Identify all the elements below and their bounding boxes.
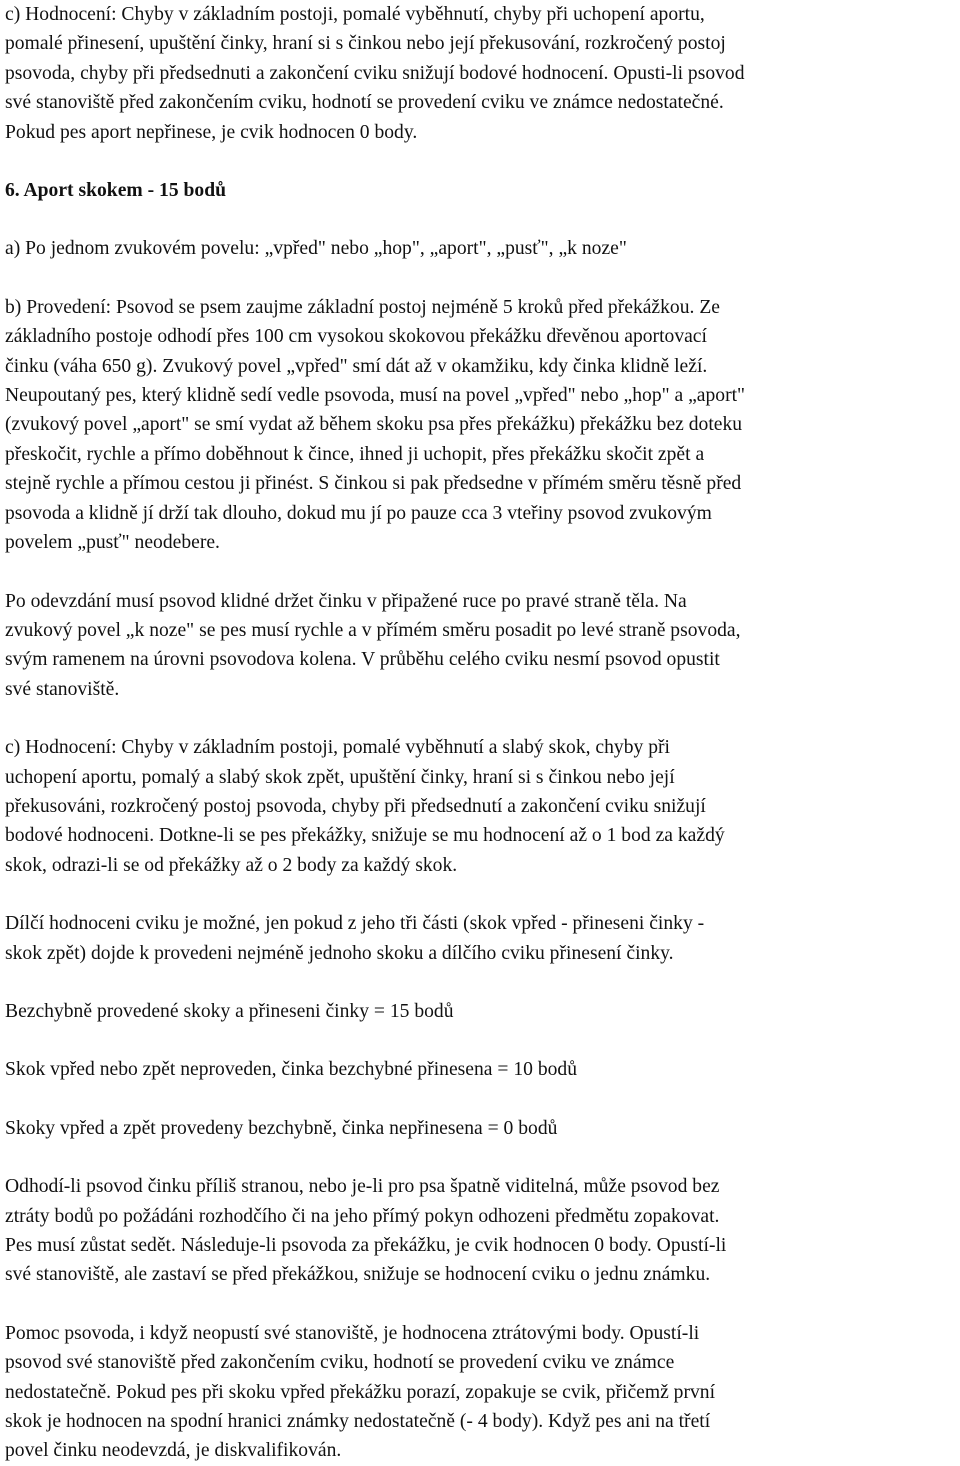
text-line: Pes musí zůstat sedět. Následuje-li psovoda za překážku, je cvik hodnocen 0 body. Opustí-li <box>5 1235 727 1256</box>
text-line: b) Provedení: Psovod se psem zaujme základní postoj nejméně 5 kroků před překážkou. Ze <box>5 296 720 318</box>
text-line: své stanoviště. <box>5 678 120 700</box>
text-line: pomalé přinesení, upuštění činky, hraní si s činkou nebo její překusování, rozkročený postoj <box>5 33 726 55</box>
text-line: překusováni, rozkročený postoj psovoda, chyby při předsednutí a zakončení cviku snižují <box>5 795 706 817</box>
text-line: základního postoje odhodí přes 100 cm vysokou skokovou překážku dřevěnou aportovací <box>5 326 707 348</box>
throw-repeat-paragraph <box>5 1172 955 1290</box>
text-line: skok zpět) dojde k provedeni nejméně jednoho skoku a dílčího cviku přinesení činky. <box>5 942 674 964</box>
command-paragraph: a) Po jednom zvukovém povelu: „vpřed" nebo „hop", „aport", „pusť", „k noze" <box>5 238 627 260</box>
text-line: psovoda a klidně jí drží tak dlouho, dokud mu jí po pauze cca 3 vteřiny psovod zvukovým <box>5 502 712 524</box>
text-line: přeskočit, rychle a přímo doběhnout k čince, ihned ji uchopit, přes překážku skočit zpět a <box>5 443 705 465</box>
text-line: skok, odrazi-li se od překážky až o 2 body za každý skok. <box>5 854 458 876</box>
text-line: ztráty bodů po požádáni rozhodčího či na jeho přímý pokyn odhozeni předmětu zopakovat. <box>5 1205 720 1227</box>
intro-paragraph <box>5 0 955 147</box>
text-line: své stanoviště, ale zastaví se před překážkou, snižuje se hodnocení cviku o jednu známku. <box>5 1264 711 1286</box>
text-line: Dílčí hodnoceni cviku je možné, jen pokud z jeho tři části (skok vpřed - přineseni činky - <box>5 913 705 935</box>
text-line: skok je hodnocen na spodní hranici známky nedostatečně (- 4 body). Když pes ani na třetí <box>5 1411 711 1433</box>
text-line: své stanoviště před zakončením cviku, hodnotí se provedení cviku ve známce nedostatečné. <box>5 92 724 114</box>
text-line: svým ramenem na úrovni psovodova kolena. V průběhu celého cviku nesmí psovod opustit <box>5 649 720 671</box>
document-page <box>5 0 955 1466</box>
text-line: Neupoutaný pes, který klidně sedí vedle psovoda, musí na povel „vpřed" nebo „hop" a „aport" <box>5 385 746 407</box>
text-line: c) Hodnocení: Chyby v základním postoji, pomalé vyběhnutí, chyby při uchopení aportu, <box>5 4 705 25</box>
text-line: c) Hodnocení: Chyby v základním postoji, pomalé vyběhnutí a slabý skok, chyby při <box>5 737 670 759</box>
text-line: psovoda, chyby při předsednuti a zakončení cviku snižují bodové hodnocení. Opusti-li psovod <box>5 62 745 84</box>
text-line: Odhodí-li psovod činku příliš stranou, nebo je-li pro psa špatně viditelná, může psovod bez <box>5 1176 720 1198</box>
text-line: psovod své stanoviště před zakončením cviku, hodnotí se provedení cviku ve známce <box>5 1352 675 1374</box>
score-partial-line: Skok vpřed nebo zpět neproveden, činka bezchybné přinesena = 10 bodů <box>5 1059 578 1081</box>
handover-paragraph <box>5 587 955 705</box>
score-full-line: Bezchybně provedené skoky a přineseni činky = 15 bodů <box>5 1000 454 1022</box>
text-line: stejně rychle a přímou cestou ji přinést. S činkou si pak předsedne v přímém směru těsně před <box>5 473 742 495</box>
partial-evaluation-paragraph <box>5 909 955 968</box>
handler-help-paragraph <box>5 1319 955 1466</box>
text-line: činku (váha 650 g). Zvukový povel „vpřed" smí dát až v okamžiku, kdy činka klidně leží. <box>5 355 708 377</box>
text-line: Po odevzdání musí psovod klidné držet činku v připažené ruce po pravé straně těla. Na <box>5 590 687 612</box>
text-line: uchopení aportu, pomalý a slabý skok zpět, upuštění činky, hraní si s činkou nebo její <box>5 766 675 788</box>
execution-paragraph <box>5 293 955 558</box>
section-heading: 6. Aport skokem - 15 bodů <box>5 180 227 202</box>
text-line: Pomoc psovoda, i když neopustí své stanoviště, je hodnocena ztrátovými body. Opustí-li <box>5 1322 700 1344</box>
evaluation-paragraph <box>5 733 955 880</box>
text-line: Pokud pes aport nepřinese, je cvik hodnocen 0 body. <box>5 121 418 143</box>
score-zero-line: Skoky vpřed a zpět provedeny bezchybně, činka nepřinesena = 0 bodů <box>5 1117 558 1139</box>
text-line: povel činku neodevzdá, je diskvalifikován. <box>5 1440 342 1462</box>
text-line: bodové hodnoceni. Dotkne-li se pes překážky, snižuje se mu hodnocení až o 1 bod za každý <box>5 825 725 847</box>
text-line: povelem „pusť" neodebere. <box>5 532 220 554</box>
text-line: zvukový povel „k noze" se pes musí rychle a v přímém směru posadit po levé straně psovoda, <box>5 619 741 641</box>
text-line: nedostatečně. Pokud pes při skoku vpřed překážku porazí, zopakuje se cvik, přičemž první <box>5 1381 716 1403</box>
text-line: (zvukový povel „aport" se smí vydat až během skoku psa přes překážku) překážku bez doteku <box>5 414 743 436</box>
